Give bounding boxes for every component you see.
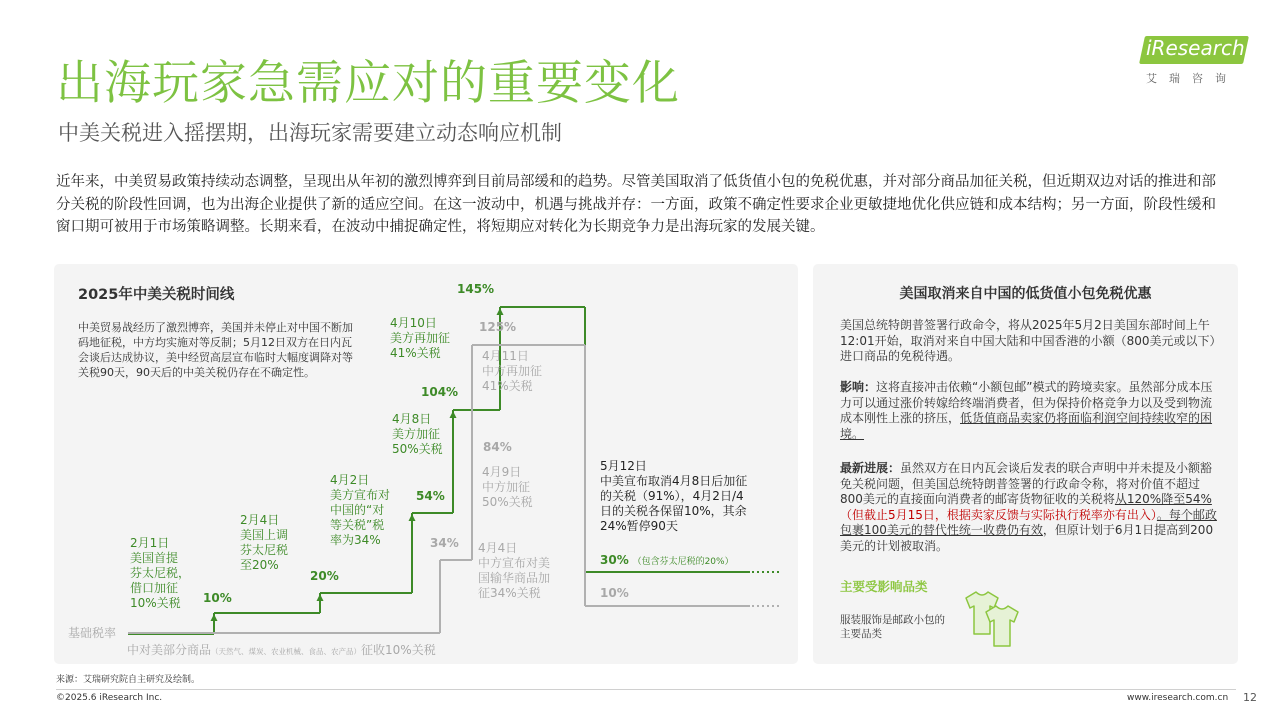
deminimis-progress bbox=[840, 461, 1218, 554]
annotation-line: 中国的“对 bbox=[330, 503, 385, 517]
note-line: 中美宣布取消4月8日后加征 bbox=[600, 474, 748, 488]
us-step-3-annotation bbox=[330, 473, 390, 548]
annotation-note: （天然气、煤炭、农业机械、食品、农产品） bbox=[211, 647, 362, 656]
copyright: ©2025.6 iResearch Inc. bbox=[56, 693, 163, 703]
progress-red-note: （但截止5月15日，根据卖家反馈与实际执行税率亦有出入） bbox=[840, 507, 1157, 522]
cn-step-4-value: 125% bbox=[479, 320, 517, 334]
annotation-line: 借口加征 bbox=[130, 581, 179, 595]
annotation-line: 美方再加征 bbox=[390, 331, 451, 345]
note-line: 24%暂停90天 bbox=[600, 519, 678, 533]
cn-step-5-value: 10% bbox=[600, 586, 629, 600]
note-line: 的关税（91%），4月2日/4 bbox=[600, 489, 744, 503]
annotation-line: 50%关税 bbox=[392, 442, 443, 456]
annotation-line: 50%关税 bbox=[482, 495, 533, 509]
us-step-arrow-5 bbox=[497, 308, 504, 315]
cn-step-3-annotation bbox=[482, 465, 533, 510]
cn-step-2-value: 34% bbox=[430, 536, 459, 550]
baseline-label: 基础税率 bbox=[68, 626, 117, 640]
cn-step-1-annotation bbox=[127, 643, 436, 659]
page-title: 出海玩家急需应对的重要变化 bbox=[56, 56, 680, 111]
annotation-line: 芬太尼税， bbox=[130, 566, 191, 580]
page-subtitle: 中美关税进入摇摆期，出海玩家需要建立动态响应机制 bbox=[58, 121, 562, 145]
annotation-line: 4月11日 bbox=[482, 349, 529, 363]
progress-underline-2: 。每个邮政包裹100美元的替代性统一收费仍有效 bbox=[840, 507, 1217, 537]
progress-underline: 从120%降至54% bbox=[1114, 492, 1212, 506]
annotation-line: 芬太尼税 bbox=[240, 543, 289, 557]
logo-subtext: 艾瑞咨询 bbox=[1146, 72, 1238, 85]
annotation-line: 美方宣布对 bbox=[330, 488, 391, 502]
annotation-line: 中方宣布对美 bbox=[478, 556, 551, 570]
us-step-5-value: 145% bbox=[457, 282, 495, 296]
deminimis-p1: 美国总统特朗普签署行政命令，将从2025年5月2日美国东部时间上午12:01开始，取消对来自中国大陆和中国香港的小额（800美元或以下）进口商品的免税待遇。 bbox=[840, 318, 1216, 363]
us-step-arrow-3 bbox=[409, 514, 416, 521]
us-step-arrow-2 bbox=[317, 594, 324, 601]
value-note: （包含芬太尼税的20%） bbox=[632, 557, 734, 567]
us-step-arrow-4 bbox=[450, 411, 457, 418]
annotation-line: 4月4日 bbox=[478, 541, 518, 555]
cn-step-2-annotation bbox=[478, 541, 550, 601]
timeline-description: 中美贸易战经历了激烈博弈，美国并未停止对中国不断加码地征税，中方均实施对等反制；5月12日双方在日内瓦会谈后达成协议，美中经贸高层宣布临时大幅度调降对等关税90天，90天后的中美关税仍存在不确定性。 bbox=[78, 321, 353, 379]
annotation-line: 2月1日 bbox=[130, 536, 170, 550]
deminimis-title: 美国取消来自中国的低货值小包免税优惠 bbox=[899, 286, 1152, 302]
us-step-3-value: 54% bbox=[416, 489, 445, 503]
category-text: 服装服饰是邮政小包的主要品类 bbox=[840, 614, 945, 640]
note-line: 日的关税各保留10%，其余 bbox=[600, 504, 747, 518]
us-step-1-annotation bbox=[130, 536, 190, 611]
us-step-2-annotation bbox=[240, 513, 288, 573]
annotation-line: 4月8日 bbox=[392, 412, 432, 426]
annotation-line: 美国上调 bbox=[240, 528, 289, 542]
us-step-4-annotation bbox=[392, 412, 443, 457]
annotation-line: 中方再加征 bbox=[482, 364, 543, 378]
us-step-4-value: 104% bbox=[421, 385, 459, 399]
annotation-line: 4月2日 bbox=[330, 473, 370, 487]
annotation-line: 至20% bbox=[240, 558, 279, 572]
category-heading: 主要受影响品类 bbox=[840, 579, 928, 594]
annotation-tail: 征收10%关税 bbox=[361, 643, 436, 657]
clothing-icon bbox=[956, 590, 1036, 650]
annotation-line: 41%关税 bbox=[482, 379, 533, 393]
logo-text: iResearch bbox=[1146, 36, 1245, 60]
annotation-line: 美国首提 bbox=[130, 551, 179, 565]
source-note: 来源：艾瑞研究院自主研究及绘制。 bbox=[56, 675, 201, 685]
progress-tail: ，但原计划于6月1日提高到200美元的计划被取消。 bbox=[840, 523, 1214, 553]
annotation-line: 4月9日 bbox=[482, 465, 522, 479]
value-text: 30% bbox=[600, 553, 629, 567]
progress-heading: 最新进展： bbox=[840, 461, 901, 475]
may12-note bbox=[600, 459, 747, 534]
annotation-line: 10%关税 bbox=[130, 596, 181, 610]
impact-heading: 影响： bbox=[840, 380, 877, 394]
annotation-line: 征34%关税 bbox=[478, 586, 541, 600]
annotation-line: 美方加征 bbox=[392, 427, 441, 441]
annotation-line: 国输华商品加 bbox=[478, 571, 551, 585]
us-step-5-annotation bbox=[390, 316, 450, 361]
note-line: 5月12日 bbox=[600, 459, 647, 473]
cn-step-3-value: 84% bbox=[483, 440, 512, 454]
annotation-text: 中对美部分商品 bbox=[127, 643, 212, 657]
annotation-line: 等关税”税 bbox=[330, 518, 385, 532]
us-step-1-value: 10% bbox=[203, 591, 232, 605]
annotation-line: 41%关税 bbox=[390, 346, 441, 360]
us-step-2-value: 20% bbox=[310, 569, 339, 583]
deminimis-impact bbox=[840, 380, 1218, 442]
annotation-line: 4月10日 bbox=[390, 316, 437, 330]
cn-step-4-annotation bbox=[482, 349, 542, 394]
annotation-line: 中方加征 bbox=[482, 480, 531, 494]
us-step-arrow-1 bbox=[211, 614, 218, 621]
impact-body: 这将直接冲击依赖“小额包邮”模式的跨境卖家。虽然部分成本压力可以通过涨价转嫁给终端消费者，但为保持价格竞争力以及受到物流成本刚性上涨的挤压， bbox=[840, 380, 1213, 425]
intro-paragraph: 近年来，中美贸易政策持续动态调整，呈现出从年初的激烈博弈到目前局部缓和的趋势。尽管美国取消了低货值小包的免税优惠，并对部分商品加征关税，但近期双边对话的推进和部分关税的阶段性回调，也为出海企业提供了新的适应空间。在这一波动中，机遇与挑战并存：一方面，政策不确定性要求企业更敏捷地优化供应链和成本结构；另一方面，阶段性缓和窗口期可被用于市场策略调整。长期来看，在波动中捕捉确定性，将短期应对转化为长期竞争力是出海玩家的发展关键。 bbox=[56, 174, 1216, 235]
annotation-line: 2月4日 bbox=[240, 513, 280, 527]
website-link[interactable]: www.iresearch.com.cn bbox=[1127, 693, 1229, 703]
us-step-6-value bbox=[600, 553, 734, 570]
footer-divider bbox=[56, 689, 1236, 690]
annotation-line: 率为34% bbox=[330, 533, 381, 547]
page-number: 12 bbox=[1243, 691, 1257, 704]
timeline-title: 2025年中美关税时间线 bbox=[78, 287, 235, 303]
progress-body: 虽然双方在日内瓦会谈后发表的联合声明中并未提及小额豁免关税问题，但美国总统特朗普签署的行政命令称，将对价值不超过800美元的直接面向消费者的邮寄货物征收的关税将 bbox=[840, 461, 1213, 506]
impact-underline: 低货值商品卖家仍将面临利润空间持续收窄的困境。 bbox=[840, 411, 1213, 441]
